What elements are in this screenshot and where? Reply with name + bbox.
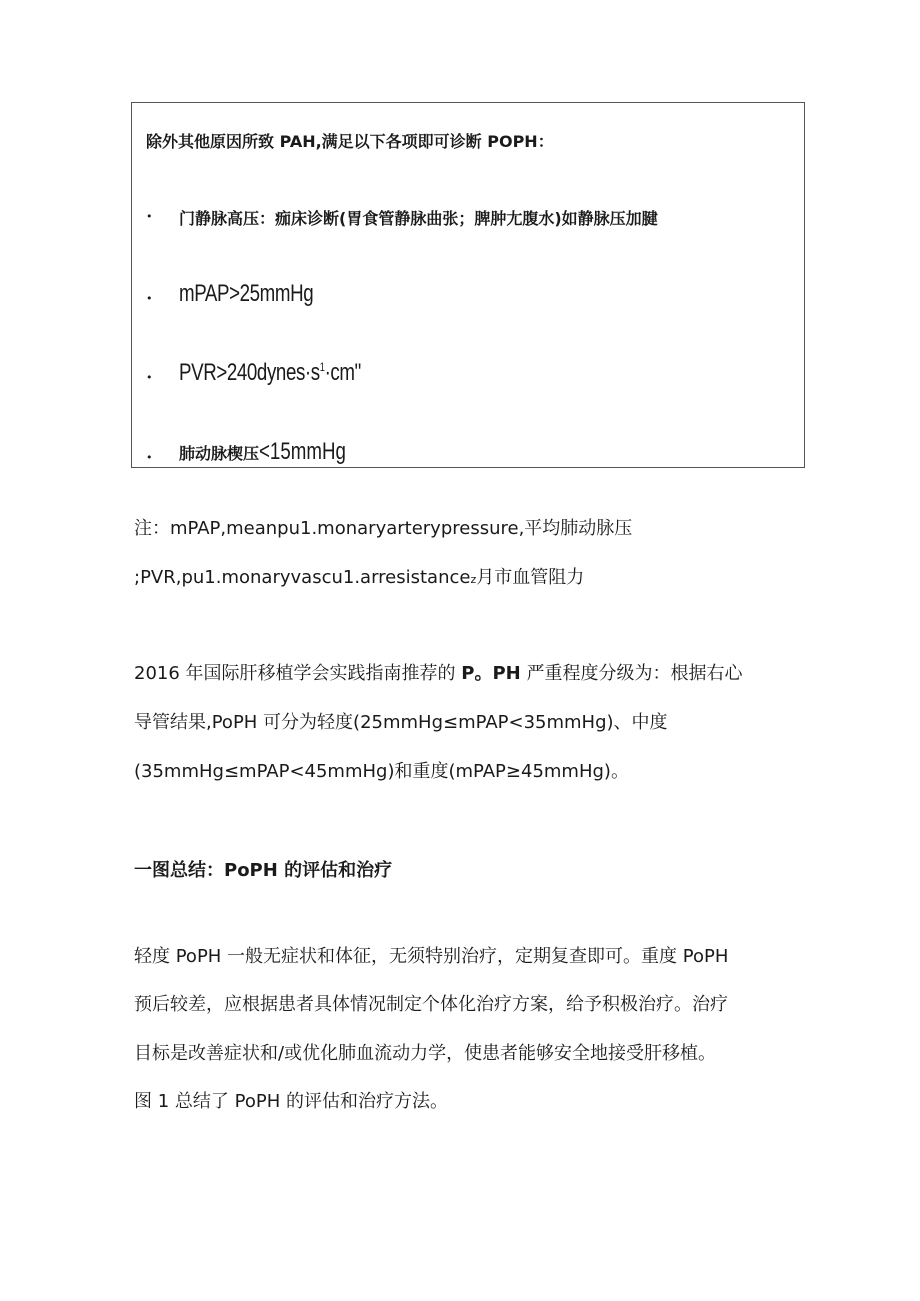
wedge-label: 肺动脉楔压 (179, 444, 260, 463)
grading-line-1 (134, 662, 742, 686)
treatment-line-4: 图 1 总结了 PoPH 的评估和治疗方法。 (134, 1091, 448, 1112)
treatment-line-1: 轻度 PoPH 一般无症状和体征，无须特别治疗，定期复查即可。重度 PoPH (134, 946, 729, 967)
pvr-superscript: 1 (319, 360, 325, 374)
pvr-unit: ·cm" (324, 359, 361, 386)
criterion-pvr (179, 359, 412, 387)
criterion-portal-hypertension: 门静脉高压：痂床诊断(胃食管静脉曲张；脾肿尢腹水)如静脉压加腱 (179, 209, 658, 228)
note-line-2-tail: 月市血管阻力 (476, 567, 585, 588)
bullet-3: • (146, 371, 153, 384)
grading-line-1-bold: P。PH (461, 663, 521, 684)
grading-line-2: 导管结果,PoPH 可分为轻度(25mmHg≤mPAP<35mmHg)、中度 (134, 712, 668, 733)
note-line-1: 注：mPAP,meanpu1.monaryarterypressure,平均肺动脉压 (134, 518, 633, 539)
note-line-2 (134, 566, 584, 592)
note-line-2-subscript: z (470, 573, 477, 586)
criterion-pvr-text (179, 359, 361, 387)
bullet-4: • (146, 451, 153, 464)
criteria-title: 除外其他原因所致 PAH,满足以下各项即可诊断 POPH： (146, 132, 554, 151)
treatment-line-2: 预后较差，应根据患者具体情况制定个体化治疗方案，给予积极治疗。治疗 (134, 994, 728, 1015)
criterion-mpap-text: mPAP>25mmHg (179, 280, 314, 307)
diagnostic-criteria-box (131, 102, 805, 468)
grading-line-1-start: 2016 年国际肝移植学会实践指南推荐的 (134, 663, 462, 684)
wedge-value: <15mmHg (259, 438, 346, 465)
note-line-2-text: ;PVR,pu1.monaryvascu1.arresistance (134, 567, 471, 588)
grading-line-3: (35mmHg≤mPAP<45mmHg)和重度(mPAP≥45mmHg)。 (134, 761, 629, 782)
bullet-2: • (146, 292, 153, 305)
treatment-line-3: 目标是改善症状和/或优化肺血流动力学，使患者能够安全地接受肝移植。 (134, 1043, 717, 1064)
criterion-mpap (179, 280, 351, 308)
pvr-main: PVR>240dynes·s (179, 359, 320, 386)
grading-line-1-end: 严重程度分级为：根据右心 (520, 663, 743, 684)
summary-heading: 一图总结：PoPH 的评估和治疗 (134, 860, 393, 881)
criterion-wedge-pressure (179, 438, 370, 466)
bullet-1: • (146, 210, 153, 223)
